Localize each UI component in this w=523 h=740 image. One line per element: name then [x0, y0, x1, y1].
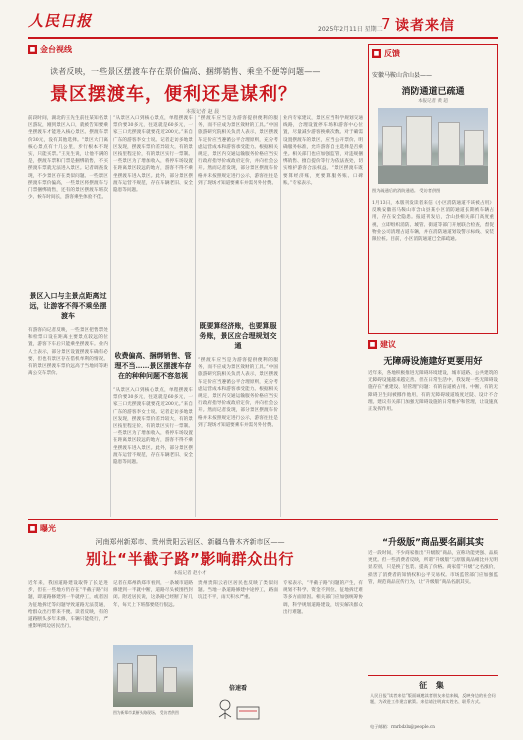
cartoon-illustration	[213, 695, 263, 725]
section-label-text: 曝光	[40, 524, 56, 533]
lead-paragraph: 业内专家建议，景区应当科学规划交通线路，合理设置停车场和游客中心位置，尽量减少游客换乘次数。对于确需设置摆渡车的景区，应当公开票价、明确服务标准，允许游客自主选择是否乘坐。相关部门也应加强监管，对违规捆绑销售、擅自提价等行为依法查处，切实维护游客合法权益。“景区摆渡车既要算经济账，更要算服务账、口碑账。”专家表示。	[283, 116, 363, 186]
page-number: 7	[381, 15, 391, 33]
feedback-title[interactable]: 消防通道已疏通	[401, 87, 465, 97]
lead-headline[interactable]: 景区摆渡车，便利还是谋利？	[50, 84, 297, 105]
column-divider	[110, 115, 111, 517]
photo-caption: 图为新郑市某断头路现场。 受访者供图	[113, 710, 179, 715]
lead-subheading-1: 景区入口与主景点距离过远，让游客不得不乘坐摆渡车	[29, 291, 107, 320]
section-label-exposure	[28, 523, 56, 534]
editorial-body: 近一段时间，不少商家推出“升级版”商品，宣称功能更强、品质更优。但一些消费者反映，所谓“升级版”与原版商品相比并无明显差别，只是换了包装、提高了价格。商家借“升级”之名涨价，损害了消费者的知情权和公平交易权。市场监管部门应加强监管，规范商品宣传行为，让“升级版”商品名副其实。	[368, 551, 498, 585]
lead-paragraph: 有游客向记者反映，一些景区把售票处和检票口设在距离主要景点较远的位置，游客下车后只能乘坐摆渡车。业内人士表示，部分景区设置摆渡车确有必要，但也有景区存在借机牟利的情况。有的景区摆渡车票价远高于当地同等距离公交车票价。	[28, 328, 108, 377]
section-label-jintai	[28, 44, 72, 55]
exposure-byline: 本报记者 赵小才	[173, 571, 207, 576]
lead-column-1	[28, 115, 108, 517]
lead-byline: 本报记者 赵 晨	[186, 109, 220, 115]
callout-body: 人民日报“读者来信”版面诚邀读者朋友来信来稿，反映身边的社会问题，为改进工作建言献策。来信请注明真实姓名、联系方式。	[370, 693, 496, 705]
fire-lane-photo	[378, 108, 488, 184]
masthead	[0, 0, 523, 40]
lead-paragraph: 前段时间，湖北的王先生前往某知名景区游玩，刚到景区入口，就被告知要乘坐摆渡车才能进入核心景区。摆渡车票价30元，没有其他选择。“景区大门离核心景点有十几公里，步行根本不现实，只能买票。”王先生说，让他不满的是，摆渡车票和门票是捆绑销售，不买摆渡车票就无法进入景区。记者调查发现，不少景区存在类似问题。一些景区摆渡车票价偏高，一些景区将摆渡车与门票捆绑销售，还有的景区摆渡车班次少、候车时间长，游客乘坐体验不佳。	[28, 116, 108, 201]
photo-caption: 图为疏通后的消防通道。 受访者供图	[372, 188, 441, 193]
callout-email[interactable]: 电子邮箱：rmrbdzlx@people.cn	[370, 724, 435, 729]
section-tag-icon: ■	[369, 341, 376, 348]
lead-column-3	[198, 115, 278, 517]
masthead-rule	[28, 37, 498, 39]
lead-paragraph: “从景区入口到核心景点，单程摆渡车票价要30多元，往返就是60多元，一家三口光摆渡车就要花近200元。”来自广东的游客李女士说。记者走访多地景区发现，摆渡车票价差异较大，有的景区按里程定价，有的景区实行一票制。一些景区为了增加收入，将停车场设置在距离景区较远的地方，游客不得不乘坐摆渡车进入景区。此外，部分景区摆渡车运营不规范，存在车辆老旧、安全隐患等问题。	[113, 116, 193, 194]
exposure-column-1: 近年来，我国道路建设取得了长足进步，但在一些地方仍存在“半截子路”问题，即道路修建到一半就停工，或者因为征地拆迁等问题导致道路无法贯通，给群众出行带来不便。读者反映，有的道路断头多年未修，车辆只能绕行，严重影响周边居民出行。	[28, 581, 108, 630]
column-divider	[280, 115, 281, 517]
suggestion-title[interactable]: 无障碍设施建好更要用好	[383, 357, 483, 367]
exposure-paragraph: 记者在郑州新郑市看到，一条城市道路修建到一半就中断，道路尽头被围挡封闭。附近居民说，这条路已经断了好几年，每天上下班都要绕行很远。	[113, 581, 193, 608]
feedback-body: 1月13日，本版刊发读者来信《小区消防通道不该被占用》反映安徽省马鞍山市含山县某小区消防通道长期被车辆占用，存在安全隐患。报道刊发后，含山县相关部门高度重视，立即组织消防、城管、街道等部门开展联合检查，督促物业公司清理占道车辆，并在消防通道划设警示标线、安装限位桩。目前，小区消防通道已全部疏通。	[372, 201, 494, 243]
lead-column-4	[283, 115, 363, 517]
section-label-suggestion	[368, 339, 396, 350]
exposure-paragraph: 贵州贵阳云岩区居民也反映了类似问题。当地一条道路修建中途停工，路面坑洼不平，雨天积水严重。	[198, 581, 278, 601]
page-title: 读者来信	[395, 18, 455, 34]
lead-paragraph: “摆渡车应当是为游客提供便利的服务，而不应成为景区敛财的工具。”中国旅游研究院相关负责人表示，景区摆渡车定价应当遵循公平合理原则，充分考虑运营成本和游客承受能力。根据相关规定，景区内交通运输服务价格应当实行政府指导价或政府定价，并向社会公开。然而记者发现，部分景区摆渡车价格并未按照规定进行公示，游客往往是到了现场才知道要乘车并需另外付费。	[198, 358, 278, 428]
section-tag-icon: ■	[29, 525, 36, 532]
exposure-headline[interactable]: 别让“半截子路”影响群众出行	[85, 550, 295, 568]
section-tag-icon: ■	[29, 46, 36, 53]
lead-paragraph: “摆渡车应当是为游客提供便利的服务，而不应成为景区敛财的工具。”中国旅游研究院相关负责人表示，景区摆渡车定价应当遵循公平合理原则，充分考虑运营成本和游客承受能力。根据相关规定，景区内交通运输服务价格应当实行政府指导价或政府定价，并向社会公开。然而记者发现，部分景区摆渡车价格并未按照规定进行公示，游客往往是到了现场才知道要乘车并需另外付费。	[198, 116, 278, 186]
lead-kicker: 读者反映，一些景区摆渡车存在票价偏高、捆绑销售、乘坐不便等问题——	[50, 67, 321, 76]
suggestion-body: 近年来，各地积极推进无障碍环境建设，城市道路、公共建筑的无障碍设施越来越完善。但在日常生活中，我发现一些无障碍设施存在“重建设、轻管理”问题：有的盲道被占用、中断，有的无障碍卫生间被挪作他用，有的无障碍坡道坡度过陡、设计不合理。建议有关部门加强无障碍设施的日常维护和管理，让设施真正发挥作用。	[368, 371, 498, 413]
section-label-feedback	[372, 48, 400, 59]
exposure-kicker: 河南郑州新郑市、贵州贵阳云岩区、新疆乌鲁木齐新市区——	[95, 538, 285, 546]
column-divider	[195, 115, 196, 517]
section-tag-icon: ■	[373, 50, 380, 57]
feedback-byline: 本报记者 黄 超	[418, 99, 448, 104]
exposure-column-4: 专家表示，“半截子路”问题的产生，有规划不科学、资金不到位、征地拆迁难等多方面原因。相关部门应加强统筹协调，科学规划道路建设，切实解决群众出行难题。	[283, 581, 363, 615]
lead-paragraph: “从景区入口到核心景点，单程摆渡车票价要30多元，往返就是60多元，一家三口光摆渡车就要花近200元。”来自广东的游客李女士说。记者走访多地景区发现，摆渡车票价差异较大，有的景区按里程定价，有的景区实行一票制。一些景区为了增加收入，将停车场设置在距离景区较远的地方，游客不得不乘坐摆渡车进入景区。此外，部分景区摆渡车运营不规范，存在车辆老旧、安全隐患等问题。	[113, 388, 193, 466]
section-label-text: 建议	[380, 340, 396, 349]
callout-title: 征 集	[419, 680, 447, 690]
cartoon-title: 倍速看	[228, 685, 247, 692]
issue-date: 2025年2月11日 星期二	[318, 26, 383, 33]
lead-column-2	[113, 115, 193, 517]
lead-subheading-3: 既要算经济账，也要算服务账，景区应合理规划交通	[199, 321, 277, 350]
dead-end-road-photo	[113, 645, 193, 707]
section-label-text: 反馈	[384, 49, 400, 58]
section-label-text: 金台视线	[40, 45, 72, 54]
section-divider	[28, 519, 498, 520]
editorial-title[interactable]: “升级版”商品要名副其实	[382, 538, 484, 548]
newspaper-logo: 人民日报	[28, 12, 93, 30]
lead-subheading-2: 收费偏高、捆绑销售、管理不当……景区摆渡车存在的种种问题不容忽视	[114, 351, 192, 380]
feedback-kicker: 安徽马鞍山含山县——	[372, 72, 433, 79]
